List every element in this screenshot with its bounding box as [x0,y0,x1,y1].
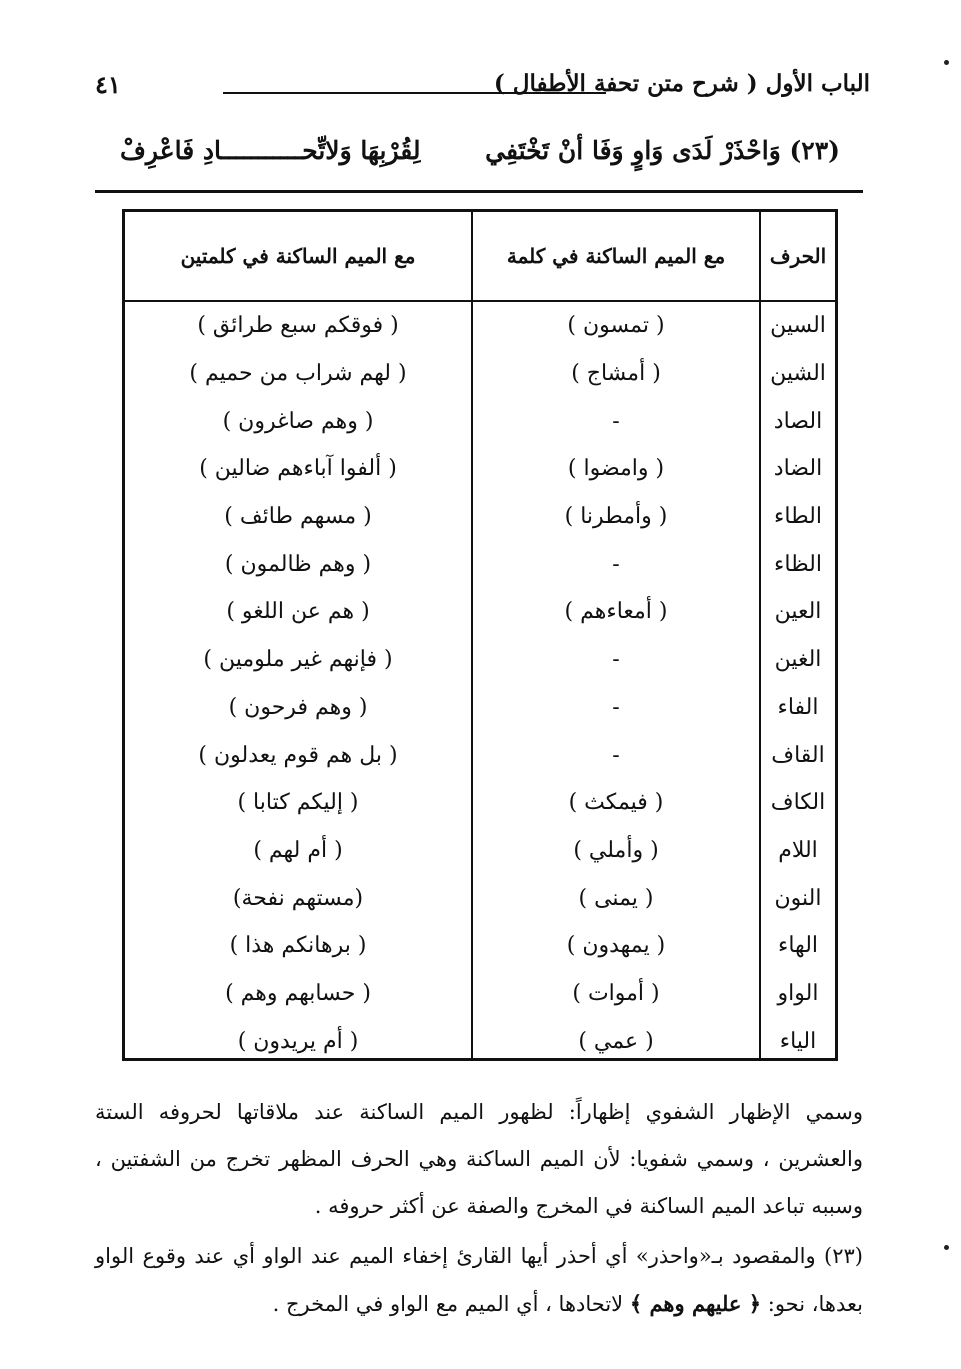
table-row [125,779,835,827]
row-in-one-word: - [612,647,620,673]
table-row [125,302,835,350]
margin-mark [944,60,949,65]
header-in-two-words: مع الميم الساكنة في كلمتين [180,244,416,268]
margin-mark [944,1245,949,1250]
quran-quote: ﴿ عليهم وهم ﴾ [629,1291,762,1316]
row-letter: السين [770,313,826,339]
row-letter: الفاء [777,694,819,720]
table-row [125,970,835,1018]
row-in-two-words: (مستهم نفحة) [232,885,364,911]
header-letter: الحرف [769,244,827,268]
row-letter: الياء [779,1028,817,1054]
row-in-one-word: ( فيمكث ) [568,790,664,816]
row-letter: القاف [771,742,825,768]
table-row [125,684,835,732]
table-row [125,827,835,875]
paragraph-shafawi-explanation: وسمي الإظهار الشفوي إظهاراً: لظهور الميم الساكنة عند ملاقاتها لحروفه الستة والعشرين ، وسمي شفويا: لأن الميم الساكنة وهي الحرف المظهر تخرج من الشفتين ، وسببه تباعد الميم الساكنة في المخرج والصفة عن أكثر حروفه . [95,1100,863,1218]
row-in-two-words: ( لهم شراب من حميم ) [189,361,407,387]
chapter-title: الباب الأول ( شرح متن تحفة الأطفال ) [493,70,870,97]
running-header [95,70,870,110]
table-row [125,445,835,493]
row-in-one-word: - [612,742,620,768]
row-in-one-word: ( يمنى ) [578,885,654,911]
row-in-one-word: ( يمهدون ) [566,933,666,959]
row-in-two-words: ( بل هم قوم يعدلون ) [198,742,398,768]
letters-table [122,209,838,1061]
row-in-two-words: ( وهم ظالمون ) [224,551,372,577]
row-letter: الغين [774,647,822,673]
row-in-one-word: ( عمي ) [578,1028,654,1054]
row-in-two-words: ( أم لهم ) [253,837,343,863]
row-in-one-word: ( وامضوا ) [567,456,665,482]
row-in-two-words: ( حسابهم وهم ) [225,980,371,1006]
row-letter: اللام [778,837,818,863]
table-row [125,350,835,398]
row-in-one-word: - [612,408,620,434]
row-in-two-words: ( فوقكم سبع طرائق ) [197,313,399,339]
row-in-one-word: ( وأمطرنا ) [564,504,668,530]
page-number: ٤١ [95,70,121,99]
row-in-one-word: ( تمسون ) [567,313,665,339]
table-row [125,874,835,922]
row-letter: الظاء [774,551,822,577]
row-in-one-word: - [612,551,620,577]
row-in-two-words: ( ألفوا آباءهم ضالين ) [199,456,397,482]
row-letter: النون [774,885,822,911]
row-letter: الطاء [774,504,822,530]
row-letter: العين [774,599,822,625]
table-row [125,1017,835,1065]
row-letter: الواو [777,980,819,1006]
row-letter: الشين [770,361,826,387]
row-in-two-words: ( فإنهم غير ملومين ) [203,647,393,673]
row-letter: الكاف [770,790,826,816]
verse-line [95,130,870,180]
table-body [125,302,835,1065]
table-header [125,212,835,302]
verse-second-hemistich: لِقُرْبِهَا وَلاتِّحـــــــــــادِ فَاعْرِفْ [120,136,421,165]
row-in-one-word: ( وأملي ) [573,837,659,863]
table-row [125,922,835,970]
row-in-two-words: ( وهم فرحون ) [228,694,368,720]
row-in-two-words: ( هم عن اللغو ) [226,599,370,625]
paragraph-verse-commentary [95,1233,863,1328]
row-in-one-word: - [612,694,620,720]
table-row [125,540,835,588]
verse-first-hemistich: (٢٣) وَاحْذَرْ لَدَى وَاوٍ وَفَا أنْ تَخْتَفِي [485,136,840,165]
row-in-two-words: ( وهم صاغرون ) [222,408,374,434]
row-in-two-words: ( إليكم كتابا ) [237,790,359,816]
table-row [125,636,835,684]
verse-divider [95,190,863,193]
row-letter: الضاد [773,456,823,482]
row-letter: الصاد [773,408,823,434]
commentary-text: (٢٣) والمقصود بـ«واحذر» أي أحذر أيها القارئ إخفاء الميم عند الواو أي عند وقوع الواو بعدها، نحو: [95,1244,863,1316]
table-row [125,397,835,445]
row-in-two-words: ( مسهم طائف ) [224,504,372,530]
table-row [125,493,835,541]
row-in-two-words: ( برهانكم هذا ) [229,933,367,959]
row-in-one-word: ( أموات ) [572,980,660,1006]
row-letter: الهاء [778,933,819,959]
commentary-text-end: لاتحادها ، أي الميم مع الواو في المخرج . [272,1292,624,1316]
table-row [125,588,835,636]
table-row [125,731,835,779]
row-in-one-word: ( أمشاج ) [571,361,661,387]
row-in-one-word: ( أمعاءهم ) [564,599,668,625]
row-in-two-words: ( أم يريدون ) [237,1028,359,1054]
header-in-one-word: مع الميم الساكنة في كلمة [506,244,726,268]
